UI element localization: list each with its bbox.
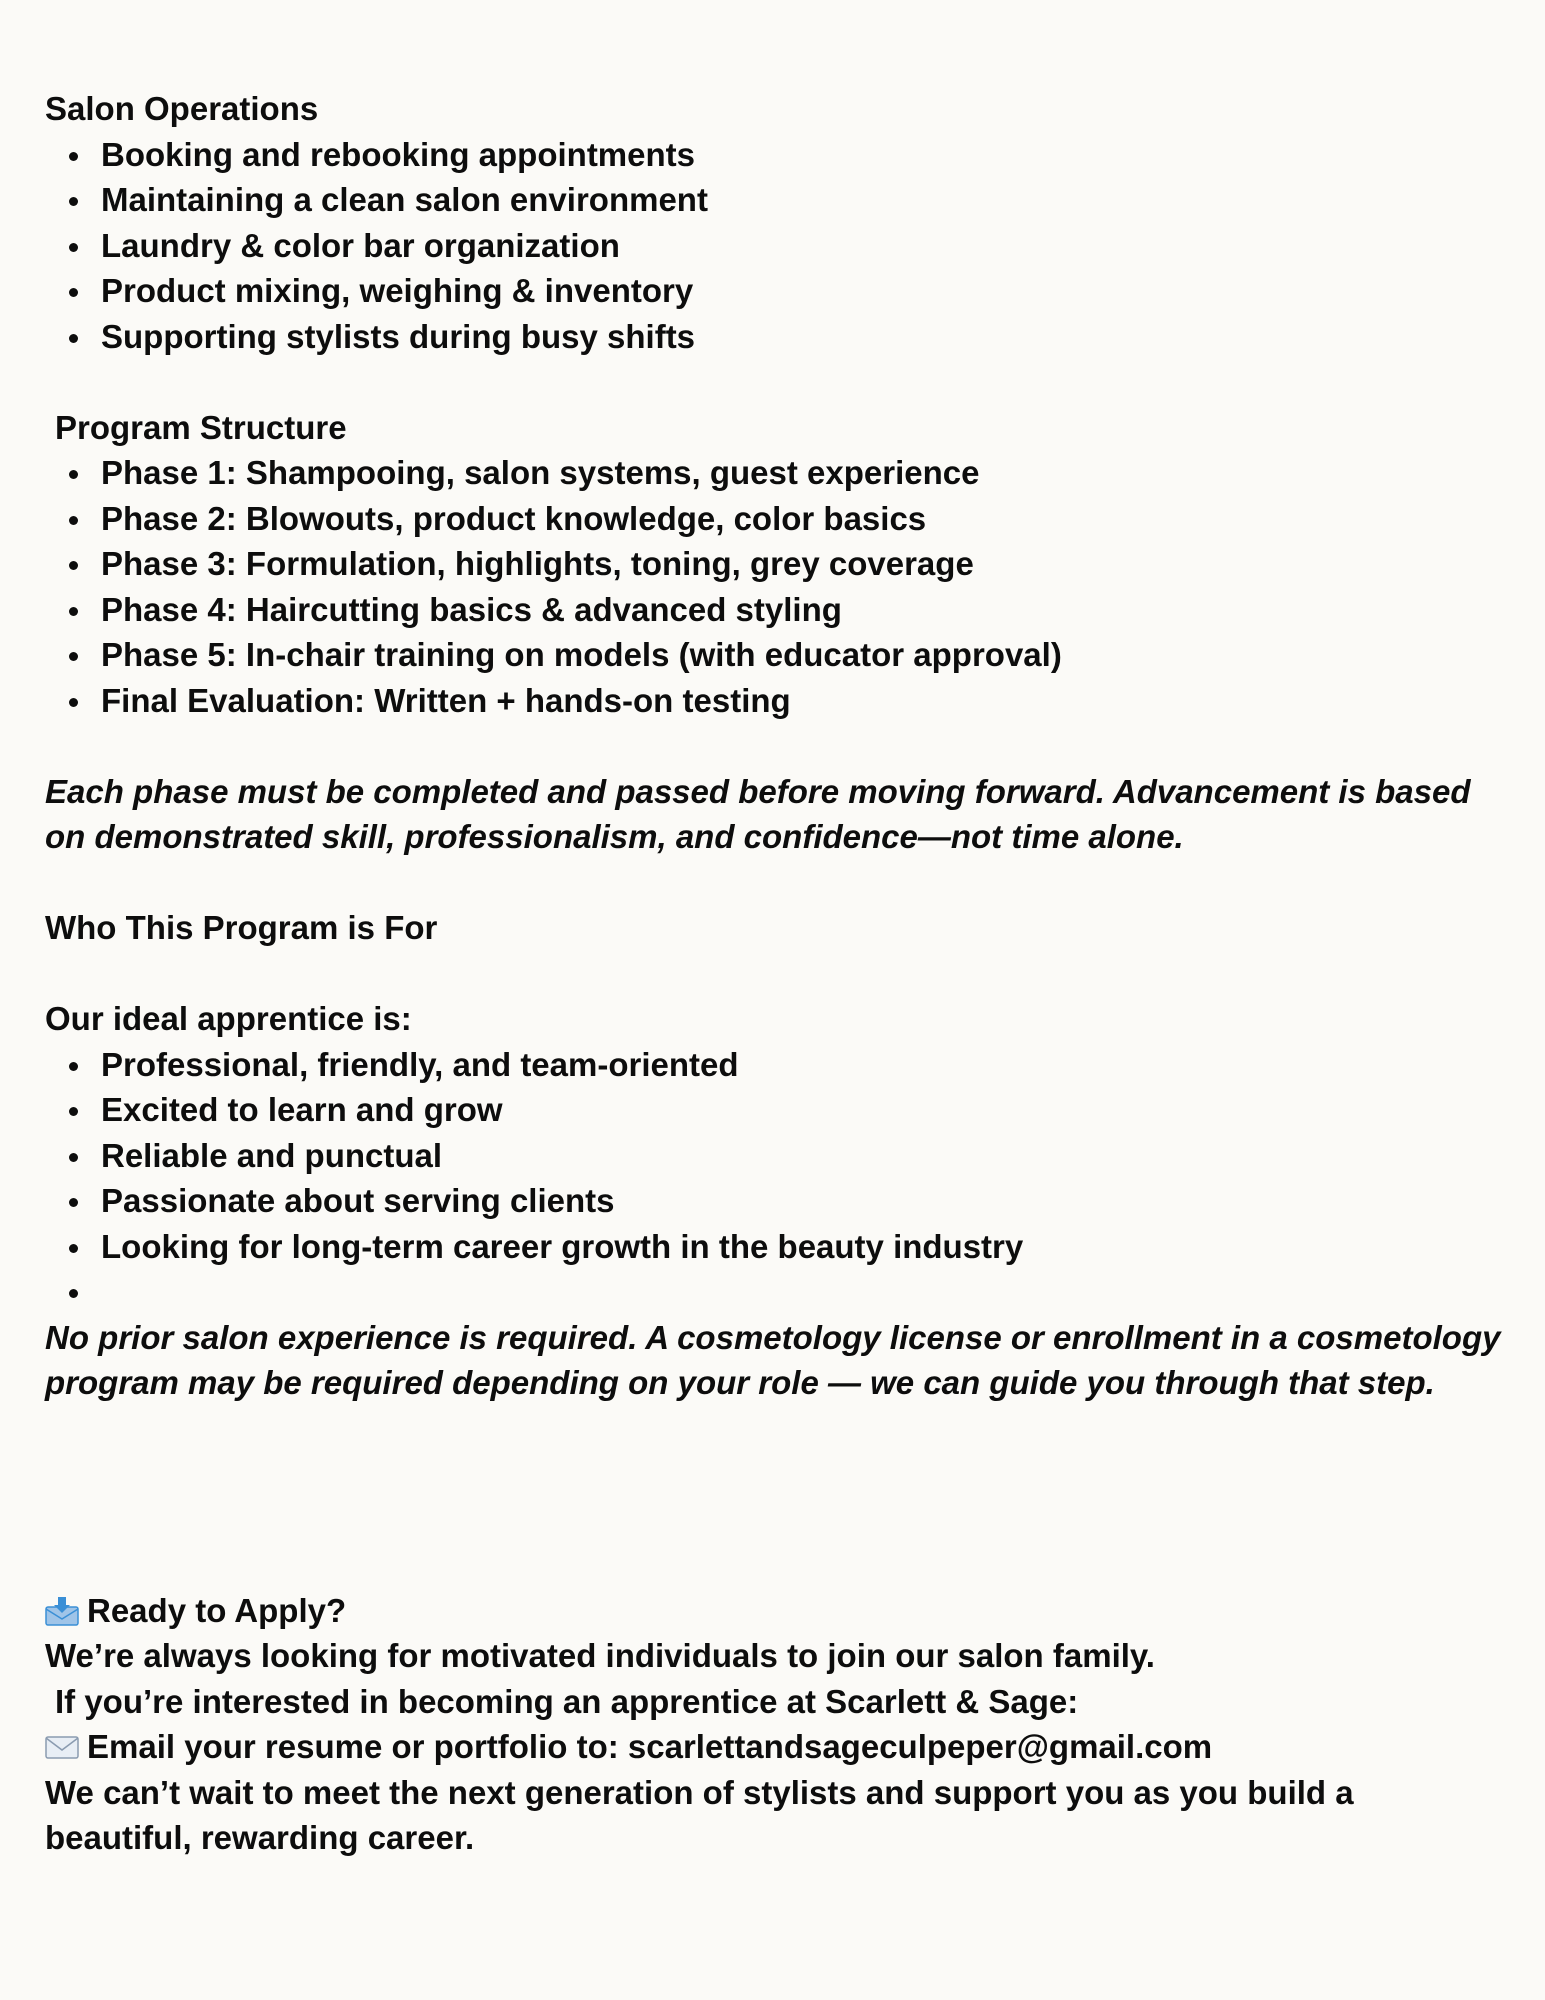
list-item: Professional, friendly, and team-oriented: [101, 1042, 1505, 1088]
spacer: [45, 359, 1505, 405]
list-item: Phase 1: Shampooing, salon systems, guest experience: [101, 450, 1505, 496]
list-item: Excited to learn and grow: [101, 1087, 1505, 1133]
apply-line-2: If you’re interested in becoming an apprentice at Scarlett & Sage:: [55, 1682, 1079, 1720]
envelope-icon: [45, 1732, 79, 1762]
apply-heading: Ready to Apply?: [87, 1591, 347, 1629]
section-heading-program-structure: Program Structure: [55, 408, 347, 446]
who-for-intro: Our ideal apprentice is:: [45, 1000, 412, 1037]
list-item: Phase 2: Blowouts, product knowledge, color basics: [101, 496, 1505, 542]
spacer: [45, 951, 1505, 997]
apply-email-label: Email your resume or portfolio to:: [87, 1728, 619, 1765]
salon-operations-list: [45, 132, 1505, 360]
apply-closing: We can’t wait to meet the next generation of stylists and support you as you build a beautiful, rewarding career.: [45, 1773, 1354, 1856]
spacer: [45, 723, 1505, 769]
spacer: [45, 1406, 1505, 1588]
list-item: Phase 5: In-chair training on models (with educator approval): [101, 632, 1505, 678]
document-body: [45, 86, 1505, 1861]
list-item: Looking for long-term career growth in the beauty industry: [101, 1224, 1505, 1270]
apply-heading-line: [45, 1588, 1505, 1634]
list-item: Supporting stylists during busy shifts: [101, 314, 1505, 360]
apply-email-line: [45, 1724, 1505, 1770]
spacer: [45, 860, 1505, 906]
list-item: Phase 4: Haircutting basics & advanced styling: [101, 587, 1505, 633]
list-item: Final Evaluation: Written + hands-on testing: [101, 678, 1505, 724]
section-heading-who-for: Who This Program is For: [45, 909, 438, 946]
apply-line-1: We’re always looking for motivated individuals to join our salon family.: [45, 1637, 1155, 1674]
email-address-link[interactable]: scarlettandsageculpeper@gmail.com: [627, 1728, 1213, 1765]
list-item: Passionate about serving clients: [101, 1178, 1505, 1224]
list-item: Product mixing, weighing & inventory: [101, 268, 1505, 314]
program-structure-note: Each phase must be completed and passed before moving forward. Advancement is based on demonstrated skill, professionalism, and confidence—not time alone.: [45, 772, 1471, 855]
list-item: Laundry & color bar organization: [101, 223, 1505, 269]
list-item: Phase 3: Formulation, highlights, toning, grey coverage: [101, 541, 1505, 587]
inbox-tray-envelope-icon: [45, 1596, 79, 1626]
who-for-note: No prior salon experience is required. A cosmetology license or enrollment in a cosmetology program may be required depending on your role — we can guide you through that step.: [45, 1318, 1501, 1401]
list-item: Booking and rebooking appointments: [101, 132, 1505, 178]
list-item-empty: [101, 1269, 1505, 1315]
list-item: Reliable and punctual: [101, 1133, 1505, 1179]
list-item: Maintaining a clean salon environment: [101, 177, 1505, 223]
who-for-list: [45, 1042, 1505, 1315]
program-structure-list: [45, 450, 1505, 723]
section-heading-salon-operations: Salon Operations: [45, 90, 319, 127]
